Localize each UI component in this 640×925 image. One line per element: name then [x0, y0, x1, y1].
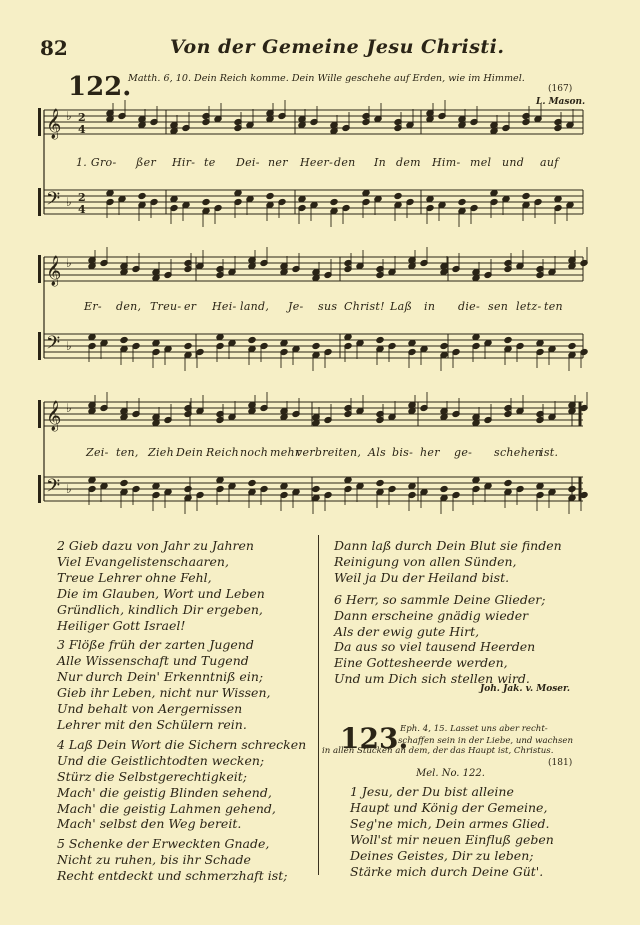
note: [568, 485, 576, 492]
time-signature: 2: [78, 191, 86, 204]
brace: [38, 188, 41, 216]
note: [280, 339, 288, 346]
note: [458, 198, 466, 205]
lyric-syllable: ßer: [136, 156, 157, 169]
stanza-line: Woll'st mir neuen Einfluß geben: [350, 831, 554, 847]
stanza-line: Mach' selbst den Weg bereit.: [57, 816, 242, 832]
lyric-syllable: 1. Gro-: [76, 156, 117, 169]
treble-clef-icon: 𝄞: [46, 109, 62, 139]
note: [504, 479, 512, 486]
note: [152, 482, 160, 489]
lyric-syllable: Zei-: [86, 446, 109, 459]
stanza-line: 3 Flöße früh der zarten Jugend: [57, 637, 254, 653]
flat-icon: ♭: [66, 195, 72, 209]
hymn-122-composer: L. Mason.: [536, 97, 586, 107]
lyric-syllable: letz-: [516, 300, 542, 313]
note: [522, 192, 530, 199]
hymn-122-author: Joh. Jak. v. Moser.: [480, 684, 571, 694]
stanza-line: Heiliger Gott Israel!: [57, 617, 186, 633]
note: [408, 339, 416, 346]
note: [536, 339, 544, 346]
stanza-line: Deines Geistes, Dir zu leben;: [350, 847, 534, 863]
bass-clef-icon: 𝄢: [46, 476, 61, 501]
hymn-122-number: 122.: [68, 72, 132, 102]
note: [376, 336, 384, 343]
hymn-123-scripture-line-3: in allen Stücken an dem, der das Haupt ist, Christus.: [322, 746, 554, 756]
stanza-line: Reinigung von allen Sünden,: [334, 553, 517, 569]
flat-icon: ♭: [66, 109, 72, 123]
stanza-line: 4 Laß Dein Wort die Sichern schrecken: [57, 736, 307, 752]
lyric-syllable: Dein: [176, 446, 204, 459]
lyric-syllable: und: [502, 156, 525, 169]
note: [152, 339, 160, 346]
lyric-syllable: verbreiten,: [296, 446, 362, 459]
note: [536, 482, 544, 489]
column-divider: [318, 535, 319, 875]
lyric-syllable: Dei-: [236, 156, 260, 169]
stanza-line: Weil ja Du der Heiland bist.: [334, 569, 510, 585]
note: [88, 333, 96, 340]
note: [216, 476, 224, 483]
bass-clef-icon: 𝄢: [46, 333, 61, 358]
stanza-line: 5 Schenke der Erweckten Gnade,: [57, 836, 270, 852]
note: [312, 485, 320, 492]
stanza-line: Eine Gottesheerde werden,: [334, 655, 508, 671]
note: [426, 195, 434, 202]
brace: [38, 255, 41, 283]
lyric-syllable: Zieh: [148, 446, 174, 459]
lyric-syllable: den,: [116, 300, 142, 313]
lyric-syllable: te: [204, 156, 216, 169]
note: [184, 485, 192, 492]
lyric-syllable: ten: [544, 300, 563, 313]
lyric-syllable: schehen: [494, 446, 543, 459]
stanza-line: Da aus so viel tausend Heerden: [334, 639, 536, 655]
lyric-syllable: Hei-: [212, 300, 237, 313]
note: [120, 336, 128, 343]
note: [330, 198, 338, 205]
stanza-line: Die im Glauben, Wort und Leben: [57, 585, 265, 601]
stanza-line: Stärke mich durch Deine Güt'.: [350, 863, 544, 879]
lyric-syllable: Hir-: [172, 156, 196, 169]
bass-clef-icon: 𝄢: [46, 189, 61, 214]
note: [344, 333, 352, 340]
page-number: 82: [40, 36, 68, 60]
hymn-123-melody: Mel. No. 122.: [416, 768, 485, 779]
lyric-syllable: mel: [470, 156, 492, 169]
lyric-syllable: bis-: [392, 446, 414, 459]
stanza-line: Lehrer mit den Schülern rein.: [57, 716, 247, 732]
hymn-123-scripture-line-2: schaffen sein in der Liebe, und wachsen: [398, 736, 574, 746]
treble-clef-icon: 𝄞: [46, 256, 62, 286]
lyric-syllable: her: [420, 446, 440, 459]
stanza-line: 2 Gieb dazu von Jahr zu Jahren: [57, 538, 254, 553]
note: [568, 342, 576, 349]
lyric-syllable: dem: [396, 156, 421, 169]
stanza-line: Und die Geistlichtodten wecken;: [57, 752, 265, 768]
stanza-line: Nicht zu ruhen, bis ihr Schade: [57, 852, 251, 868]
note: [88, 476, 96, 483]
lyric-syllable: In: [374, 156, 387, 169]
stanza-line: Dann laß durch Dein Blut sie finden: [334, 538, 562, 553]
lyric-syllable: sus: [318, 300, 338, 313]
stanza-line: Dann erscheine gnädig wieder: [334, 607, 529, 623]
note: [408, 482, 416, 489]
lyric-syllable: Je-: [288, 300, 304, 313]
lyric-syllable: ner: [268, 156, 288, 169]
time-signature: 2: [78, 111, 86, 124]
note: [394, 192, 402, 199]
lyric-syllable: er: [184, 300, 197, 313]
stanza-line: Seg'ne mich, Dein armes Glied.: [350, 815, 550, 831]
stanza-line: Nur durch Dein' Erkenntniß ein;: [57, 669, 264, 685]
stanzas-right-column: [334, 538, 562, 687]
lyric-syllable: Treu-: [150, 300, 182, 313]
note: [440, 485, 448, 492]
flat-icon: ♭: [66, 482, 72, 496]
lyric-syllable: Christ!: [344, 300, 385, 313]
stanza-line: Treue Lehrer ohne Fehl,: [57, 569, 212, 585]
treble-clef-icon: 𝄞: [46, 401, 62, 431]
stanza-line: Mach' die geistig Lahmen gehend,: [57, 800, 276, 816]
stanza-line: Und um Dich sich stellen wird.: [334, 671, 530, 687]
note: [312, 342, 320, 349]
hymn-122-scripture: Matth. 6, 10. Dein Reich komme. Dein Wille geschehe auf Erden, wie im Himmel.: [128, 73, 525, 84]
stanza-line: Recht entdeckt und schmerzhaft ist;: [57, 868, 288, 884]
brace: [38, 332, 41, 360]
note: [138, 192, 146, 199]
note: [170, 195, 178, 202]
stanza-line: Viel Evangelistenschaaren,: [57, 553, 229, 569]
note: [344, 476, 352, 483]
flat-icon: ♭: [66, 339, 72, 353]
stanza-line: 1 Jesu, der Du bist alleine: [350, 784, 514, 799]
note: [184, 342, 192, 349]
note: [248, 479, 256, 486]
lyric-syllable: in: [424, 300, 436, 313]
lyric-syllable: sen: [488, 300, 509, 313]
hymn-123-ref-number: (181): [548, 758, 573, 768]
note: [376, 479, 384, 486]
lyric-syllable: Him-: [432, 156, 461, 169]
brace: [38, 400, 41, 428]
running-title: Von der Gemeine Jesu Christi.: [170, 36, 505, 58]
stanza-line: Stürz die Selbstgerechtigkeit;: [57, 768, 247, 784]
stanza-line: Haupt und König der Gemeine,: [350, 799, 548, 815]
stanza-line: Alle Wissenschaft und Tugend: [57, 653, 249, 669]
stanza-line: Als der ewig gute Hirt,: [334, 623, 480, 639]
stanza-line: Mach' die geistig Blinden sehend,: [57, 784, 272, 800]
hymn-123-stanza: [350, 784, 554, 879]
brace: [38, 475, 41, 503]
stanza-line: Und behalt von Aergernissen: [57, 701, 243, 717]
lyric-syllable: Als: [368, 446, 387, 459]
lyric-syllable: den: [334, 156, 356, 169]
note: [472, 333, 480, 340]
brace: [38, 108, 41, 136]
lyric-syllable: Reich: [206, 446, 240, 459]
lyric-syllable: mehr: [270, 446, 301, 459]
lyric-syllable: ist.: [540, 446, 559, 459]
stanza-line: Gründlich, kindlich Dir ergeben,: [57, 601, 263, 617]
stanza-line: Gieb ihr Leben, nicht nur Wissen,: [57, 685, 271, 701]
lyric-syllable: noch: [240, 446, 269, 459]
note: [362, 189, 370, 196]
stanza-line: 6 Herr, so sammle Deine Glieder;: [334, 591, 546, 607]
note: [440, 342, 448, 349]
note: [298, 195, 306, 202]
lyric-syllable: auf: [540, 156, 559, 169]
flat-icon: ♭: [66, 256, 72, 270]
hymn-123-scripture-line-1: Eph. 4, 15. Lasset uns aber recht-: [400, 724, 548, 734]
time-signature: 4: [78, 203, 86, 216]
flat-icon: ♭: [66, 401, 72, 415]
hymn-123-number: 123.: [340, 722, 409, 755]
lyric-syllable: die-: [458, 300, 480, 313]
lyric-syllable: Er-: [84, 300, 102, 313]
note: [266, 192, 274, 199]
lyric-syllable: land,: [240, 300, 270, 313]
lyric-syllable: ge-: [454, 446, 473, 459]
lyric-syllable: Heer-: [300, 156, 334, 169]
lyric-syllable: ten,: [116, 446, 139, 459]
note: [554, 195, 562, 202]
note: [202, 198, 210, 205]
note: [472, 476, 480, 483]
note: [120, 479, 128, 486]
note: [280, 482, 288, 489]
note: [248, 336, 256, 343]
lyric-syllable: Laß: [390, 300, 413, 313]
note: [504, 336, 512, 343]
hymn-122-ref-number: (167): [548, 84, 573, 94]
stanzas-left-column: [57, 538, 306, 884]
note: [216, 333, 224, 340]
note: [234, 189, 242, 196]
note: [490, 189, 498, 196]
note: [106, 189, 114, 196]
time-signature: 4: [78, 123, 86, 136]
